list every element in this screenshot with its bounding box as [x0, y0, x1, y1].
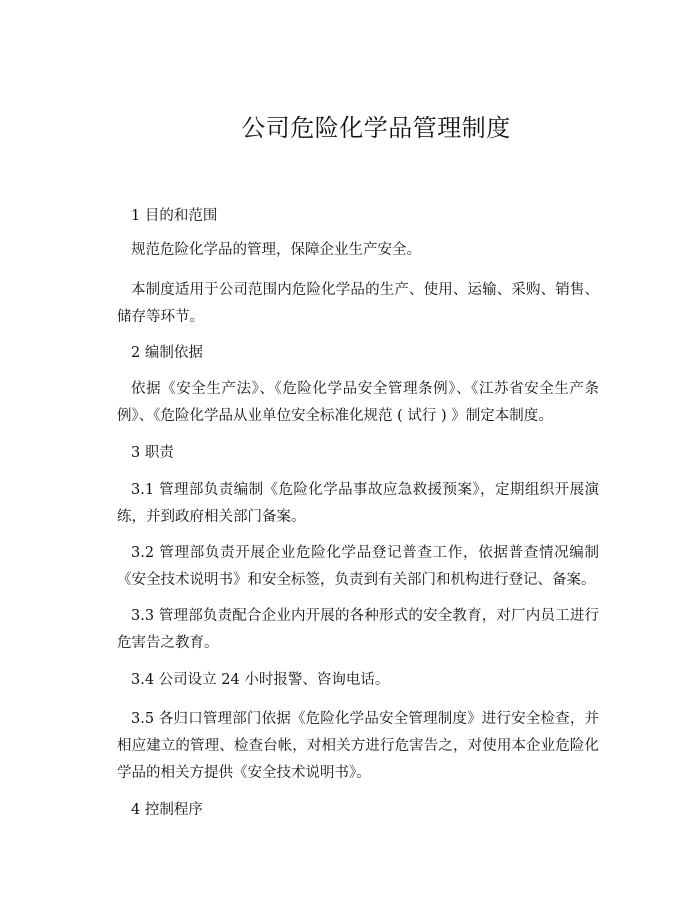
paragraph-purpose: 规范危险化学品的管理，保障企业生产安全。	[131, 242, 421, 258]
document-title: 公司危险化学品管理制度	[241, 114, 511, 142]
paragraph-duty-3-5: 3.5 各归口管理部门依据《危险化学品安全管理制度》进行安全检查，并相应建立的管理、检查台帐，对相关方进行危害告之，对使用本企业危险化学品的相关方提供《安全技术说明书》。	[117, 711, 599, 781]
section-heading-control: 4 控制程序	[131, 802, 203, 818]
section-heading-basis: 2 编制依据	[131, 345, 203, 361]
paragraph-basis: 依据《安全生产法》、《危险化学品安全管理条例》、《江苏省安全生产条例》、《危险化学品从业单位安全标准化规范 ( 试行 ) 》制定本制度。	[117, 381, 599, 424]
section-heading-purpose: 1 目的和范围	[131, 208, 218, 224]
paragraph-duty-3-1: 3.1 管理部负责编制《危险化学品事故应急救援预案》，定期组织开展演练，并到政府相关部门备案。	[117, 482, 599, 525]
paragraph-duty-3-4: 3.4 公司设立 24 小时报警、咨询电话。	[131, 672, 390, 688]
section-heading-duties: 3 职责	[131, 445, 174, 461]
paragraph-duty-3-3: 3.3 管理部负责配合企业内开展的各种形式的安全教育，对厂内员工进行危害告之教育。	[117, 608, 599, 651]
paragraph-scope: 本制度适用于公司范围内危险化学品的生产、使用、运输、采购、销售、储存等环节。	[117, 282, 599, 325]
paragraph-duty-3-2: 3.2 管理部负责开展企业危险化学品登记普查工作，依据普查情况编制《安全技术说明书》和安全标签，负责到有关部门和机构进行登记、备案。	[117, 545, 599, 588]
